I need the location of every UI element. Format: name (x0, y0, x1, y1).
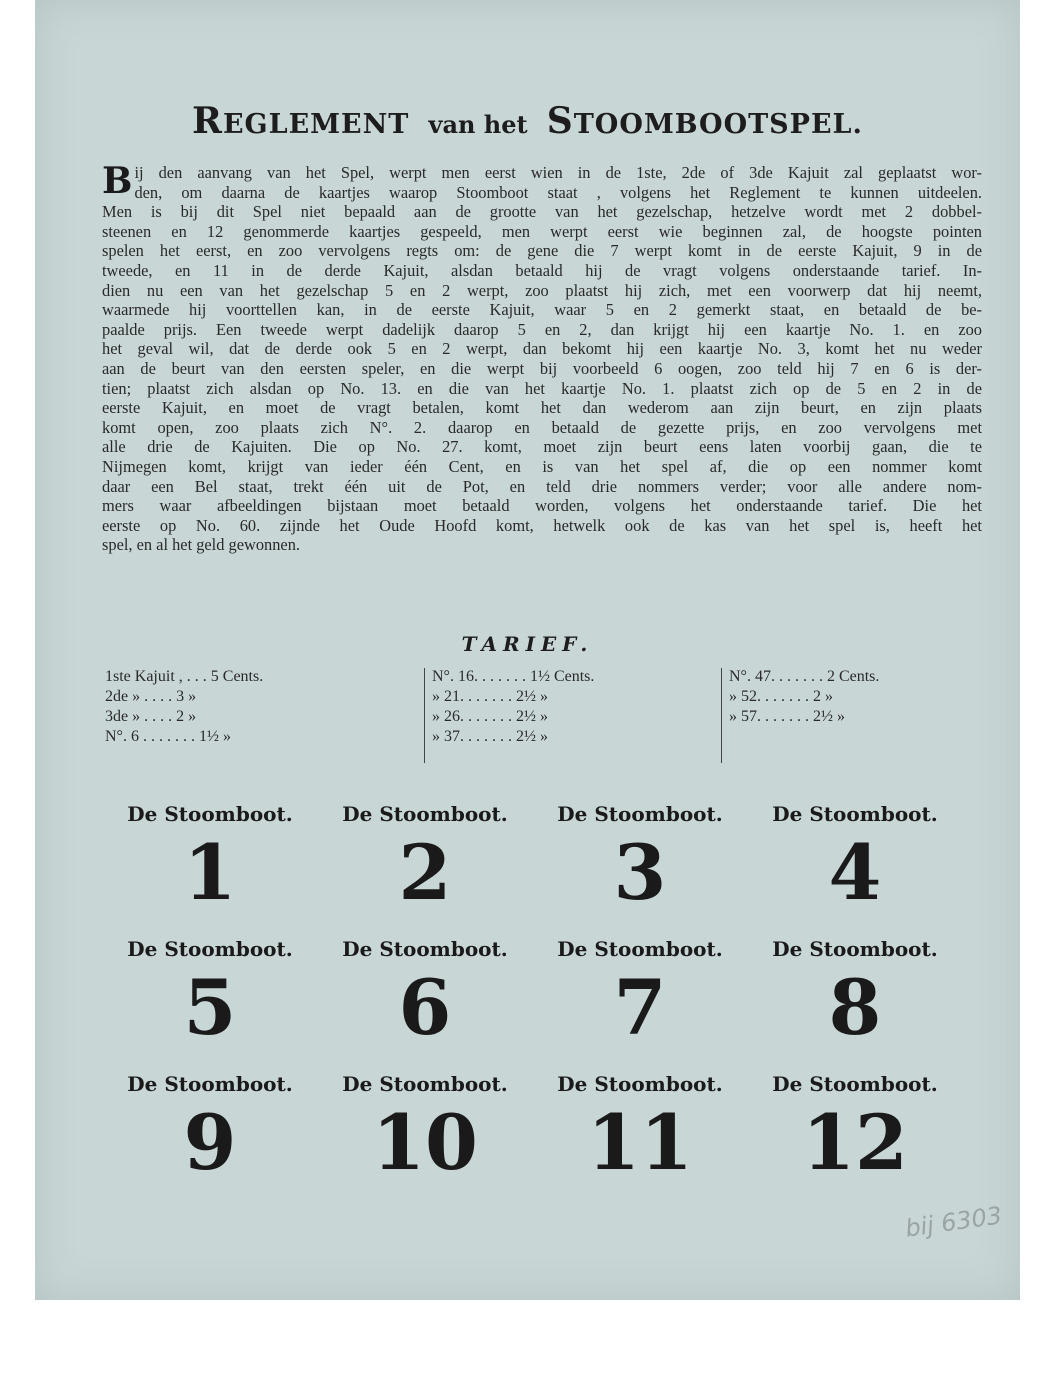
title-cap-2: S (546, 100, 574, 142)
card-label: De Stoomboot. (127, 802, 293, 826)
card-label: De Stoomboot. (557, 1072, 723, 1096)
card-label: De Stoomboot. (342, 1072, 508, 1096)
drop-cap: B (102, 160, 133, 202)
rules-line: Men is bij dit Spel niet bepaald aan de grootte van het gezelschap, hetzelve wordt met 2 dobbel- (102, 202, 982, 222)
tariff-column-2 (432, 668, 717, 748)
rules-line: aan de beurt van den eersten speler, en die werpt bij voorbeeld 6 oogen, zoo teld hij 7 en 6 is der- (102, 358, 982, 378)
handwritten-annotation: bij 6303 (903, 1201, 1004, 1243)
card-number: 2 (398, 828, 452, 917)
rules-line: steenen en 12 genommerde kaartjes gespeeld, men werpt eerst wie beginnen zal, de hoogste pointen (102, 221, 982, 241)
document-sheet (35, 0, 1020, 1300)
tariff-row: 1ste Kajuit , . . . 5 Cents. (105, 668, 264, 685)
card-number: 12 (802, 1098, 908, 1187)
steamboat-card (105, 937, 315, 1053)
card-number: 8 (828, 963, 882, 1052)
rules-line: tweede, en 11 in de derde Kajuit, alsdan betaald hij de vragt volgens onderstaande tarief. In- (102, 260, 982, 280)
tariff-row: N°. 6 . . . . . . . 1½ » (105, 728, 231, 745)
tariff-row: 2de » . . . . 3 » (105, 688, 197, 705)
rules-line: ij den aanvang van het Spel, werpt men eerst wien in de 1ste, 2de of 3de Kajuit zal geplaatst wor- (134, 163, 982, 182)
title-cap-1: R (192, 100, 223, 142)
title-middle: van het (428, 110, 528, 139)
rules-line: tien; plaatst zich alsdan op No. 13. en die van het kaartje No. 1. plaatst zich op de 5 en 2 in de (102, 378, 982, 398)
tariff-divider (424, 668, 425, 763)
card-label: De Stoomboot. (342, 937, 508, 961)
card-label: De Stoomboot. (342, 802, 508, 826)
card-number: 7 (613, 963, 667, 1052)
tariff-row: » 57. . . . . . . 2½ » (729, 708, 845, 725)
rules-line: alle drie de Kajuiten. Die op No. 27. komt, moet zijn beurt eens laten voorbij gaan, die te (102, 437, 982, 457)
tariff-row: » 37. . . . . . . 2½ » (432, 728, 548, 745)
card-number: 10 (372, 1098, 478, 1187)
tariff-row: » 26. . . . . . . 2½ » (432, 708, 548, 725)
tariff-divider (721, 668, 722, 763)
title-rest-2: TOOMBOOTSPEL. (573, 109, 863, 140)
tariff-row: N°. 16. . . . . . . 1½ Cents. (432, 668, 595, 685)
steamboat-card (105, 1072, 315, 1188)
rules-line: mers waar afbeeldingen bijstaan moet betaald worden, volgens het onderstaande tarief. Die het (102, 496, 982, 516)
steamboat-card (750, 802, 960, 918)
tariff-row: 3de » . . . . 2 » (105, 708, 197, 725)
rules-line: spelen het eerst, en zoo vervolgens regts om: de gene die 7 werpt komt in de eerste Kajuit, 9 in de (102, 241, 982, 261)
rules-line: eerste op No. 60. zijnde het Oude Hoofd komt, hetwelk ook de kas van het spel is, heeft het (102, 515, 982, 535)
steamboat-card (105, 802, 315, 918)
card-label: De Stoomboot. (772, 1072, 938, 1096)
rules-text (102, 160, 982, 555)
tariff-column-3 (729, 668, 1009, 728)
steamboat-card (320, 937, 530, 1053)
card-label: De Stoomboot. (772, 802, 938, 826)
rules-line: paalde prijs. Een tweede werpt dadelijk daarop 5 en 2, dan krijgt hij een kaartje No. 1. en zoo (102, 319, 982, 339)
card-label: De Stoomboot. (127, 937, 293, 961)
rules-line: den, om daarna de kaartjes waarop Stoomboot staat , volgens het Reglement te kunnen uitdeelen. (134, 182, 982, 202)
card-number: 9 (183, 1098, 237, 1187)
rules-line: daar een Bel staat, trekt één uit de Pot, en teld drie nommers verder; voor alle andere nom- (102, 476, 982, 496)
steamboat-card (750, 1072, 960, 1188)
tariff-row: » 21. . . . . . . 2½ » (432, 688, 548, 705)
card-label: De Stoomboot. (127, 1072, 293, 1096)
rules-line: Nijmegen komt, krijgt van ieder één Cent, en is van het spel af, die op een nommer komt (102, 456, 982, 476)
rules-line: het geval wil, dat de derde ook 5 en 2 werpt, dan bekomt hij een kaartje No. 3, komt het nu weder (102, 339, 982, 359)
card-number: 11 (587, 1098, 693, 1187)
steamboat-card (320, 1072, 530, 1188)
card-number: 6 (398, 963, 452, 1052)
rules-line: komt open, zoo plaats zich N°. 2. daarop en betaald de gezette prijs, en zoo vervolgens met (102, 417, 982, 437)
rules-line: spel, en al het geld gewonnen. (102, 535, 300, 555)
tariff-column-1 (105, 668, 420, 748)
card-label: De Stoomboot. (557, 802, 723, 826)
title-rest-1: EGLEMENT (222, 109, 410, 140)
rules-line: eerste Kajuit, en moet de vragt betalen, komt het dan wederom aan zijn beurt, en zijn plaats (102, 398, 982, 418)
card-number: 5 (183, 963, 237, 1052)
steamboat-card (535, 937, 745, 1053)
tariff-row: N°. 47. . . . . . . 2 Cents. (729, 668, 880, 685)
card-label: De Stoomboot. (772, 937, 938, 961)
steamboat-card (320, 802, 530, 918)
card-number: 4 (828, 828, 882, 917)
steamboat-card (750, 937, 960, 1053)
steamboat-card (535, 1072, 745, 1188)
tariff-heading: TARIEF. (461, 632, 594, 656)
steamboat-card (535, 802, 745, 918)
document-title (35, 100, 1020, 142)
card-number: 3 (613, 828, 667, 917)
tariff-row: » 52. . . . . . . 2 » (729, 688, 833, 705)
rules-line: dien nu een van het gezelschap 5 en 2 werpt, zoo plaatst hij zich, met een voorwerp dat hij neemt, (102, 280, 982, 300)
card-label: De Stoomboot. (557, 937, 723, 961)
rules-line: waarmede hij voorttellen kan, in de eerste Kajuit, waar 5 en 2 gemerkt staat, en betaald de be- (102, 300, 982, 320)
card-number: 1 (183, 828, 237, 917)
